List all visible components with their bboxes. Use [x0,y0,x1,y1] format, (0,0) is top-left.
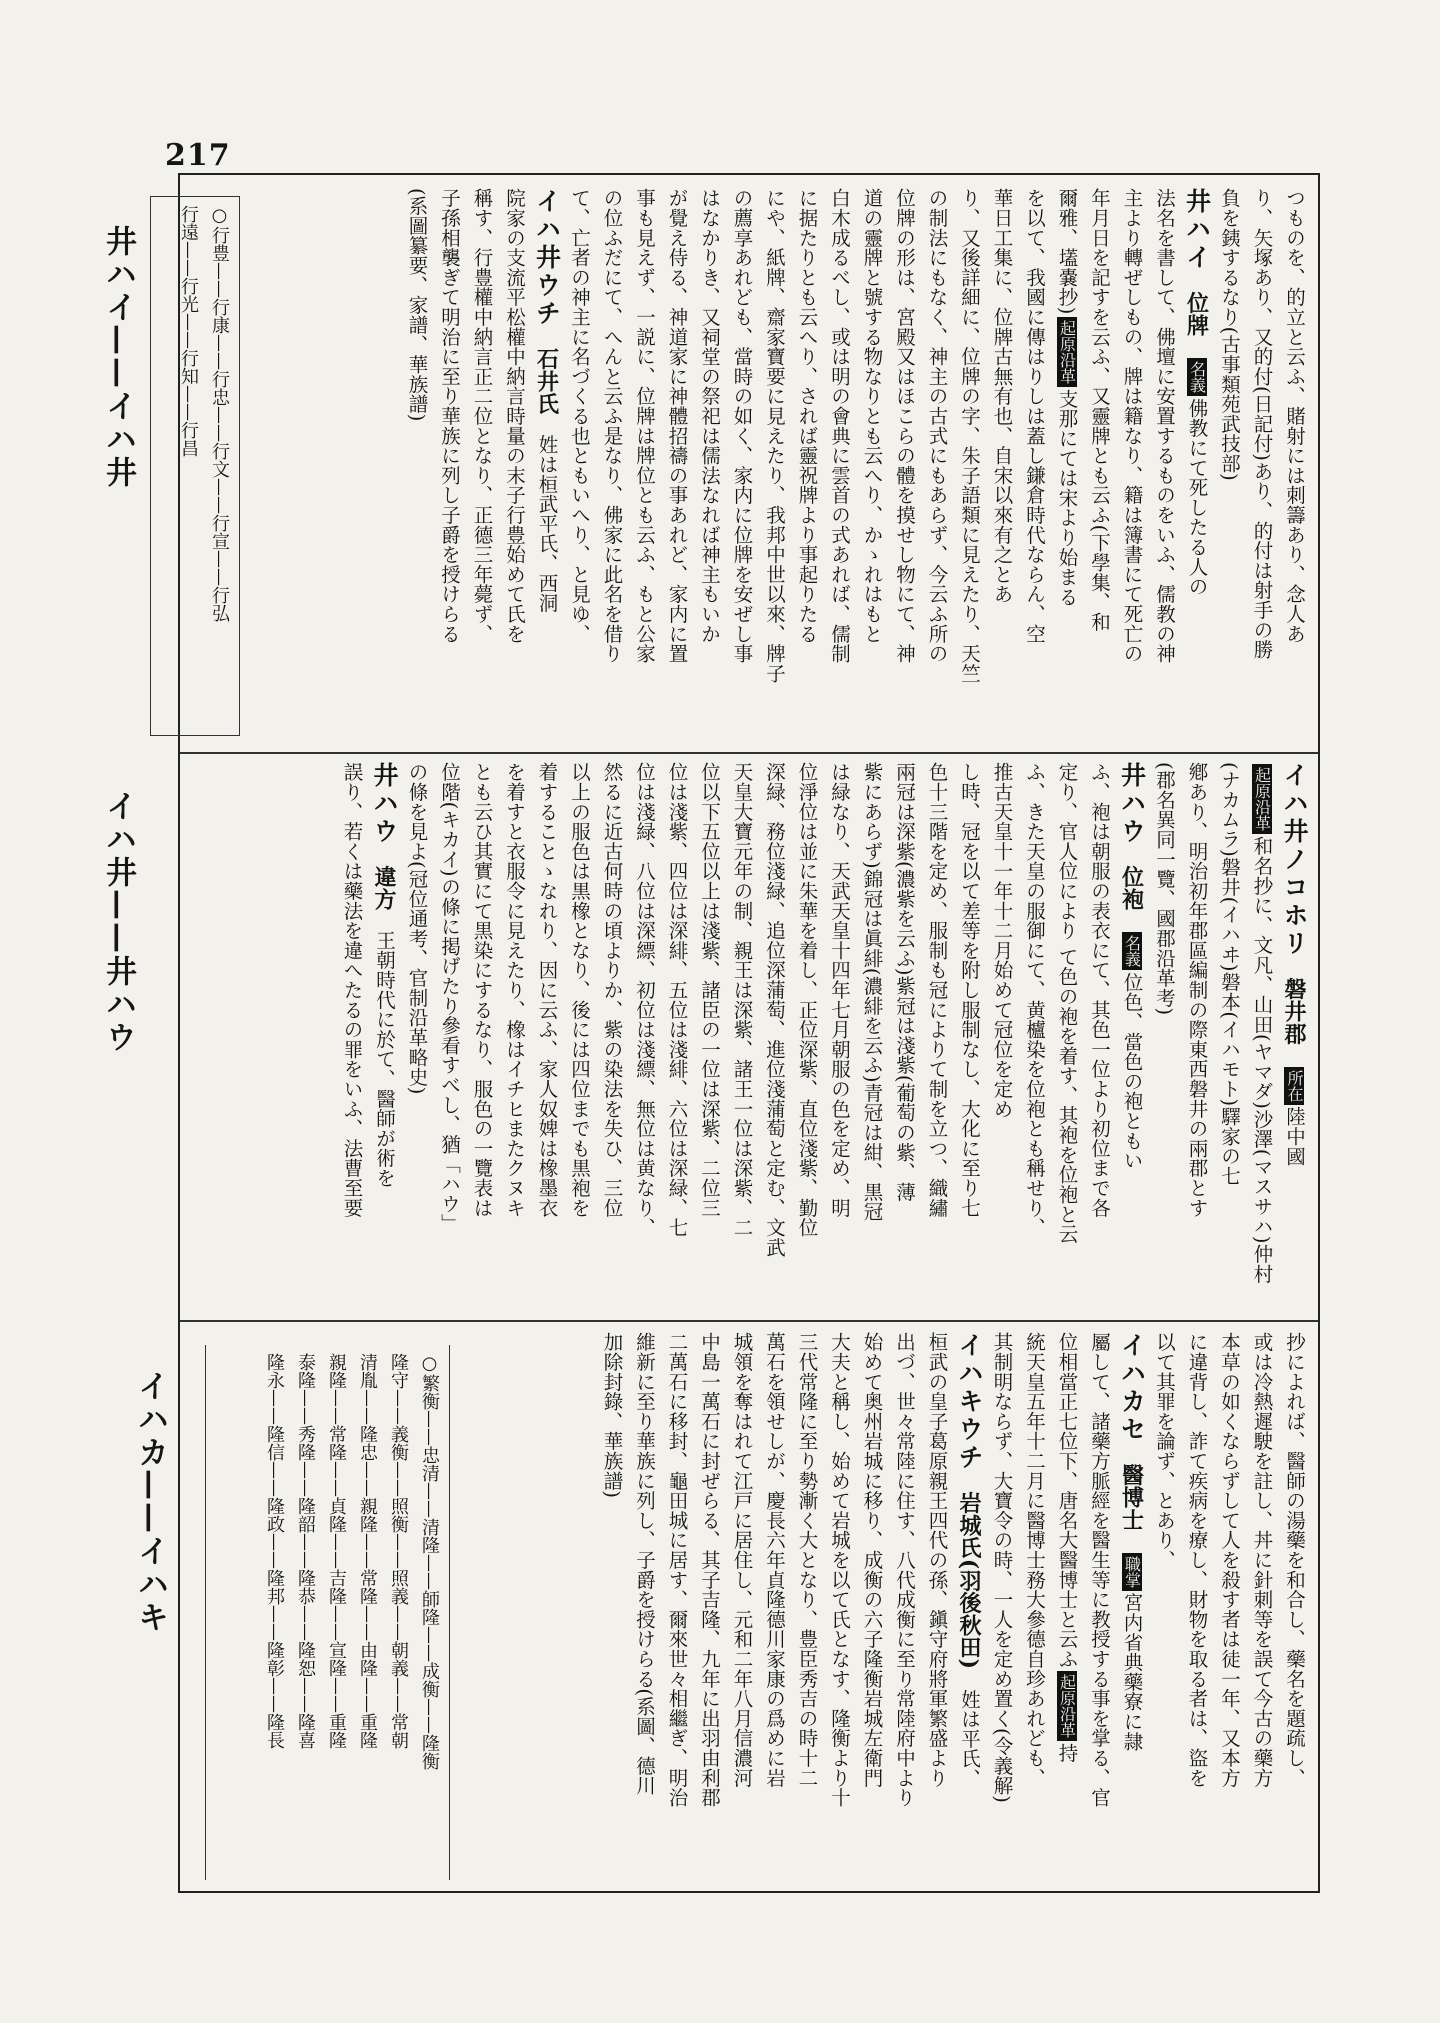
entry-kana: イハキウチ [955,1332,984,1472]
genealogy-line: ○繁衡——忠清——清隆——師隆——成衡——隆衡 [419,1353,440,1770]
entry-heading [530,188,563,743]
text-line: 或は冷熱遲駛を註し、丼に針刺等を誤て今古の藥方 [1250,1332,1274,1788]
text-line: (ナカムラ)磐井(イハヰ)磐本(イハモト)驛家の七 [1218,762,1241,1186]
genealogy-line: 親隆——常隆——貞隆——吉隆——宣隆——重隆 [326,1353,347,1749]
text-line: 萬石を領せしが、慶長六年貞隆德川家康の爲めに岩 [763,1332,786,1788]
text-line: 宮内省典藥寮に隷 [1120,1592,1144,1751]
text-line: 其制明ならず、大寶令の時、一人を定め置く(令義解) [990,1332,1014,1804]
text-line: し時、冠を以て差等を附し服制なし、大化に至り七 [958,762,981,1218]
text-line: 誤り、若くは藥法を違へたるの罪をいふ、法曹至要 [340,762,364,1218]
text-line: 以上の服色は黒橡となり、後には四位までも黒袍を [568,762,591,1218]
text-line: に据たりとも云へり、されば靈祝牌より事起りたる [795,188,819,644]
text-line: 始めて奥州岩城に移り、成衡の六子隆衡岩城左衛門 [860,1332,884,1788]
genealogy-box-top [150,196,240,736]
text-line: の條を見よ(冠位通考、官制沿革略史) [405,762,429,1095]
entry-word: 磐井郡 [1281,977,1307,1045]
text-line: が覺え侍る、神道家に神體招禱の事あれど、家内に置 [665,188,689,664]
genealogy-line: 泰隆——秀隆——隆韶——隆恭——隆恕——隆喜 [295,1353,316,1749]
page-number: 217 [165,138,231,173]
text-line: 院家の支流平松權中納言時量の末子行豊始めて氏を [503,188,526,644]
text-line: 三代常隆に至り勢漸く大となり、豊臣秀吉の時十二 [795,1332,819,1788]
text-line: ふ、きた天皇の服御にて、黄櫨染を位袍とも稱せり、 [1023,762,1046,1238]
top-section [300,188,1310,743]
text-line: 位牌の形は、宮殿又はほこらの體を摸せし物にて、神 [893,188,916,664]
label-badge: 名義 [1187,358,1207,396]
text-line: 深緑、務位淺緑、追位深蒲萄、進位淺蒲萄と定む、文武 [763,762,786,1257]
text-line: 鄕あり、明治初年郡區編制の際東西磐井の兩郡とす [1185,762,1209,1218]
text-line: の位ふだにて、へんと云ふ是なり、佛家に此名を借り [600,188,624,664]
text-line: 事も見えず、一説に、位牌は牌位とも云ふ、もと公家 [633,188,656,664]
text-line: 道の靈牌と號する物なりとも云へり、かゝれはもと [860,188,884,644]
entry-kana: 井ハイ [1182,188,1212,272]
label-badge: 起原沿革 [1252,764,1272,834]
text-line: の制法にもなく、神主の古式にもあらず、今云ふ所の [925,188,949,664]
middle-section [300,762,1310,1312]
running-head-bottom: イハカ——イハキ [132,1370,168,1634]
running-head-top: 井ハイ——イハ井 [100,225,136,489]
text-line [1050,188,1083,743]
bottom-section [430,1332,1310,1887]
text-line: 天皇大寶元年の制、親王は深紫、諸王一位は深紫、二 [730,762,754,1238]
text-line: 中島一萬石に封ぜらる、其子吉隆、九年に出羽由利郡 [698,1332,721,1808]
text-line: 白木成るべし、或は明の會典に雲首の式あれば、儒制 [828,188,851,664]
text-line: に違背し、詐て疾病を療し、財物を取る者は、盜を [1185,1332,1209,1788]
label-badge: 名義 [1122,932,1142,970]
text-line: つものを、的立と云ふ、賭射には刺籌あり、念人あ [1283,188,1306,644]
text-line: 抄によれば、醫師の湯藥を和合し、藥名を題疏し、 [1283,1332,1306,1788]
text-line: 維新に至り華族に列し、子爵を授けらる(系圖、德川 [633,1332,656,1796]
text-line: (系圖纂要、家譜、華族譜) [405,188,429,422]
entry-word: 位牌 [1183,291,1210,337]
text-line: 陸中國 [1283,1106,1306,1166]
entry-heading [1115,762,1148,1312]
text-line: 紫にあらず)錦冠は眞緋(濃緋を云ふ)青冠は紺、黒冠 [860,762,884,1222]
text-line [1050,1332,1083,1887]
text-line [1245,762,1278,1312]
text-line: 位は淺紫、四位は深緋、五位は淺緋、六位は深緑、七 [665,762,689,1238]
text-line: 爾雅、壒嚢抄) [1055,188,1079,315]
text-line: 位淨位は並に朱華を着し、正位深紫、直位淺紫、勤位 [795,762,819,1238]
text-line: 城領を奪はれて江戸に居住し、元和二年八月信濃河 [730,1332,754,1788]
text-line: 定り、官人位により て色の袍を着す、其袍を位袍と云 [1055,762,1079,1244]
entry-kana: イハカセ [1117,1332,1147,1444]
entry-word: 醫博士 [1118,1463,1145,1531]
text-line: 推古天皇十一年十二月始めて冠位を定め [990,762,1014,1119]
text-line: り、矢塚あり、又的付(日記付)あり、的付は射手の勝 [1250,188,1274,660]
text-line: 二萬石に移封、龜田城に居す、爾來世々相繼ぎ、明治 [665,1332,689,1808]
entry-heading [1278,762,1311,1312]
text-line: り、又後詳細に、位牌の字、朱子語類に見えたり、天竺 [958,188,981,683]
entry-kana: イハ井ウチ [532,188,562,328]
text-line: 色十三階を定め、服制も冠によりて制を立つ、織繡 [925,762,949,1218]
text-line: 佛教にて死したる人の [1185,398,1209,597]
genealogy-line: 隆守——義衡——照衡——照義——朝義——常朝 [388,1353,409,1749]
text-line: 和名抄に、文凡、山田(ヤマダ)沙澤(マスサハ)仲村 [1250,836,1274,1284]
text-line: は緑なり、天武天皇十四年七月朝服の色を定め、明 [828,762,851,1218]
text-line: 位階(キカイ)の條に掲げたり參看すべし、猶「ハウ」 [438,762,461,1234]
text-line: 位色、當色の袍ともい [1120,972,1144,1171]
text-line: の薦享あれども、當時の如く、家内に位牌を安ぜし事 [730,188,754,664]
text-line: 支那にては宋より始まる [1055,388,1079,607]
entry-heading [1180,188,1213,743]
text-line: 法名を書して、佛壇に安置するものをいふ、儒教の神 [1153,188,1176,664]
text-line: とも云ひ其實にて黒染にするなり、服色の一覽表は [470,762,494,1218]
entry-word: 位袍 [1118,865,1145,911]
entry-word: 違方 [371,865,397,911]
divider-top [180,752,1318,754]
divider-bottom [180,1320,1318,1322]
text-line: 統天皇五年十二月に醫博士務大參德自珍あれども、 [1023,1332,1046,1788]
text-line: 子孫相襲ぎて明治に至り華族に列し子爵を授けらる [438,188,461,644]
text-line: 屬して、諸藥方脈經を醫生等に教授する事を掌る、官 [1088,1332,1111,1808]
text-line: 持 [1055,1742,1079,1763]
text-line: 稱す、行豊權中納言正二位となり、正德三年薨ず、 [470,188,494,644]
entry-kana: 井ハウ [370,762,399,846]
text-line: 出づ、世々常陸に住す、八代成衡に至り常陸府中より [893,1332,916,1808]
entry-kana: 井ハウ [1117,762,1147,846]
entry-kana: イハ井ノコホリ [1280,762,1309,958]
text-line: 然るに近古何時の頃よりか、紫の染法を失ひ、三位 [600,762,624,1218]
text-line: 年月日を記すを云ふ、又靈牌とも云ふ(下學集、和 [1088,188,1111,632]
text-line: 着することゝなれり、因に云ふ、家人奴婢は橡墨衣 [535,762,559,1218]
text-line: 位相當正七位下、唐名大醫博士と云ふ [1055,1332,1079,1669]
text-line: 位は淺緑、八位は深縹、初位は淺縹、無位は黄なり、 [633,762,656,1238]
entry-heading [1115,1332,1148,1887]
text-line: 本草の如くならずして人を殺す者は徒一年、又本方 [1218,1332,1241,1788]
text-line: 兩冠は深紫(濃紫を云ふ)紫冠は淺紫(葡萄の紫、薄 [893,762,916,1202]
genealogy-line: ○行豊——行康——行忠——行文——行宣——行弘 [209,205,230,622]
text-line: 主より轉ぜしもの、牌は籍なり、籍は簿書にて死亡の [1120,188,1144,664]
text-line: 王朝時代に於て、醫師が術を [373,930,396,1188]
label-badge: 起原沿革 [1057,317,1077,387]
genealogy-line: 行遠——行光——行知——行昌 [178,205,199,457]
text-line: 姓は平氏、 [958,1689,981,1789]
text-line: はなかりき、又祠堂の祭祀は儒法なれば神主もいか [698,188,721,644]
genealogy-line: 隆永——隆信——隆政——隆邦——隆彰——隆長 [264,1353,285,1749]
text-line: を以て、我國に傳はりしは蓋し鎌倉時代ならん、空 [1023,188,1046,644]
genealogy-line: 清胤——隆忠——親隆——常隆——由隆——重隆 [357,1353,378,1749]
text-line: (郡名異同一覽、國郡沿革考) [1153,762,1176,1016]
genealogy-box-bottom [205,1345,450,1880]
running-head-middle: イハ井——井ハウ [100,790,136,1054]
label-badge: 所在 [1284,1067,1304,1105]
text-line: 大夫と稱し、始めて岩城を以て氏となす、隆衡より十 [828,1332,851,1808]
text-line: を着すと衣服令に見えたり、橡はイチヒまたクヌキ [503,762,526,1218]
label-badge: 起原沿革 [1057,1671,1077,1741]
text-line: 位以下五位以上は淺紫、諸臣の一位は深紫、二位三 [698,762,721,1218]
text-line: 姓は桓武平氏、西洞 [535,434,559,613]
entry-heading [953,1332,986,1887]
text-line: 華日工集に、位牌古無有也、自宋以來有之とあ [990,188,1014,604]
entry-heading [368,762,401,1312]
text-line: 加除封錄、華族譜) [600,1332,624,1499]
text-line: 桓武の皇子葛原親王四代の孫、鎭守府將軍繁盛より [925,1332,949,1788]
entry-word: 石井氏 [533,347,560,415]
text-line: て、亡者の神主に名づくる也ともいへり、と見ゆ、 [568,188,591,644]
text-line: にや、紙牌、齋家寶要に見えたり、我邦中世以來、牌子 [763,188,786,683]
label-badge: 職掌 [1122,1553,1142,1591]
entry-word: 岩城氏(羽後秋田) [956,1491,982,1670]
text-line: 負を銕するなり(古事類苑武技部) [1218,188,1241,482]
text-line: ふ、袍は朝服の表衣にて、其色一位より初位まで各 [1088,762,1111,1218]
text-line: 以て其罪を論ず、とあり、 [1153,1332,1176,1570]
